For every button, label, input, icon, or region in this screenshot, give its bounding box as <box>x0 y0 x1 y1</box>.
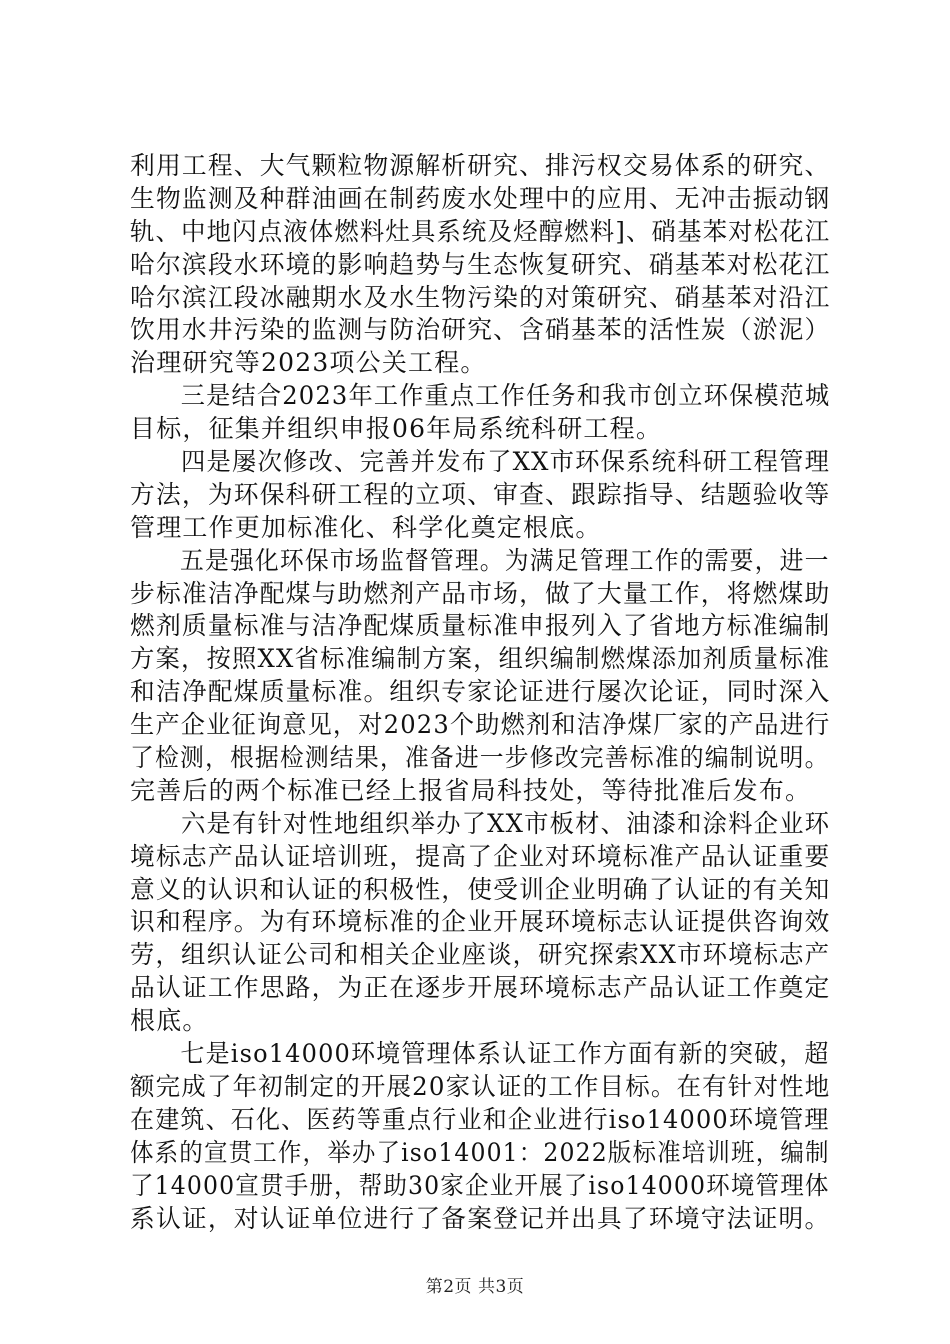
page-footer: 第2页 共3页 <box>425 1277 525 1297</box>
text-line: 生物监测及种群油画在制药废水处理中的应用、无冲击振动钢 <box>130 183 831 213</box>
document-body <box>130 150 830 1235</box>
text-line: 方法，为环保科研工程的立项、审查、跟踪指导、结题验收等 <box>130 479 831 509</box>
text-line: 哈尔滨江段冰融期水及水生物污染的对策研究、硝基苯对沿江 <box>130 282 831 312</box>
text-line: 步标准洁净配煤与助燃剂产品市场，做了大量工作，将燃煤助 <box>130 578 831 608</box>
text-line: 哈尔滨段水环境的影响趋势与生态恢复研究、硝基苯对松花江 <box>130 249 831 279</box>
text-line: 在建筑、石化、医药等重点行业和企业进行iso14000环境管理 <box>130 1104 830 1134</box>
text-line: 生产企业征询意见，对2023个助燃剂和洁净煤厂家的产品进行 <box>130 710 831 740</box>
text-line: 系认证，对认证单位进行了备案登记并出具了环境守法证明。 <box>130 1203 831 1233</box>
text-line: 了14000宣贯手册，帮助30家企业开展了iso14000环境管理体 <box>130 1170 830 1200</box>
text-line: 目标，征集并组织申报06年局系统科研工程。 <box>130 414 663 444</box>
text-line: 了检测，根据检测结果，准备进一步修改完善标准的编制说明。 <box>130 743 830 773</box>
text-line: 利用工程、大气颗粒物源解析研究、排污权交易体系的研究、 <box>130 151 831 180</box>
text-line: 四是屡次修改、完善并发布了XX市环保系统科研工程管理 <box>130 447 831 477</box>
text-line: 体系的宣贯工作，举办了iso14001：2022版标准培训班，编制 <box>130 1137 830 1167</box>
text-line: 七是iso14000环境管理体系认证工作方面有新的突破，超 <box>130 1039 830 1069</box>
text-line: 额完成了年初制定的开展20家认证的工作目标。在有针对性地 <box>130 1071 831 1101</box>
text-line: 方案，按照XX省标准编制方案，组织编制燃煤添加剂质量标准 <box>130 644 831 674</box>
text-line: 境标志产品认证培训班，提高了企业对环境标准产品认证重要 <box>130 841 831 871</box>
text-line: 治理研究等2023项公关工程。 <box>130 348 487 378</box>
text-line: 三是结合2023年工作重点工作任务和我市创立环保模范城 <box>130 381 831 411</box>
text-line: 识和程序。为有环境标准的企业开展环境标志认证提供咨询效 <box>130 907 831 937</box>
text-line: 饮用水井污染的监测与防治研究、含硝基苯的活性炭（淤泥） <box>130 315 831 345</box>
text-line: 劳，组织认证公司和相关企业座谈，研究探索XX市环境标志产 <box>130 940 831 970</box>
text-line: 管理工作更加标准化、科学化奠定根底。 <box>130 512 602 542</box>
text-line: 六是有针对性地组织举办了XX市板材、油漆和涂料企业环 <box>130 808 831 838</box>
text-line: 五是强化环保市场监督管理。为满足管理工作的需要，进一 <box>130 545 830 575</box>
text-line: 轨、中地闪点液体燃料灶具系统及烃醇燃料]、硝基苯对松花江 <box>130 216 831 246</box>
text-line: 和洁净配煤质量标准。组织专家论证进行屡次论证，同时深入 <box>130 677 831 707</box>
text-line: 根底。 <box>130 1006 209 1036</box>
text-line: 完善后的两个标准已经上报省局科技处，等待批准后发布。 <box>130 775 812 805</box>
text-line: 意义的认识和认证的积极性，使受训企业明确了认证的有关知 <box>130 874 831 904</box>
text-line: 品认证工作思路，为正在逐步开展环境标志产品认证工作奠定 <box>130 973 831 1003</box>
text-line: 燃剂质量标准与洁净配煤质量标准申报列入了省地方标准编制 <box>130 611 831 641</box>
